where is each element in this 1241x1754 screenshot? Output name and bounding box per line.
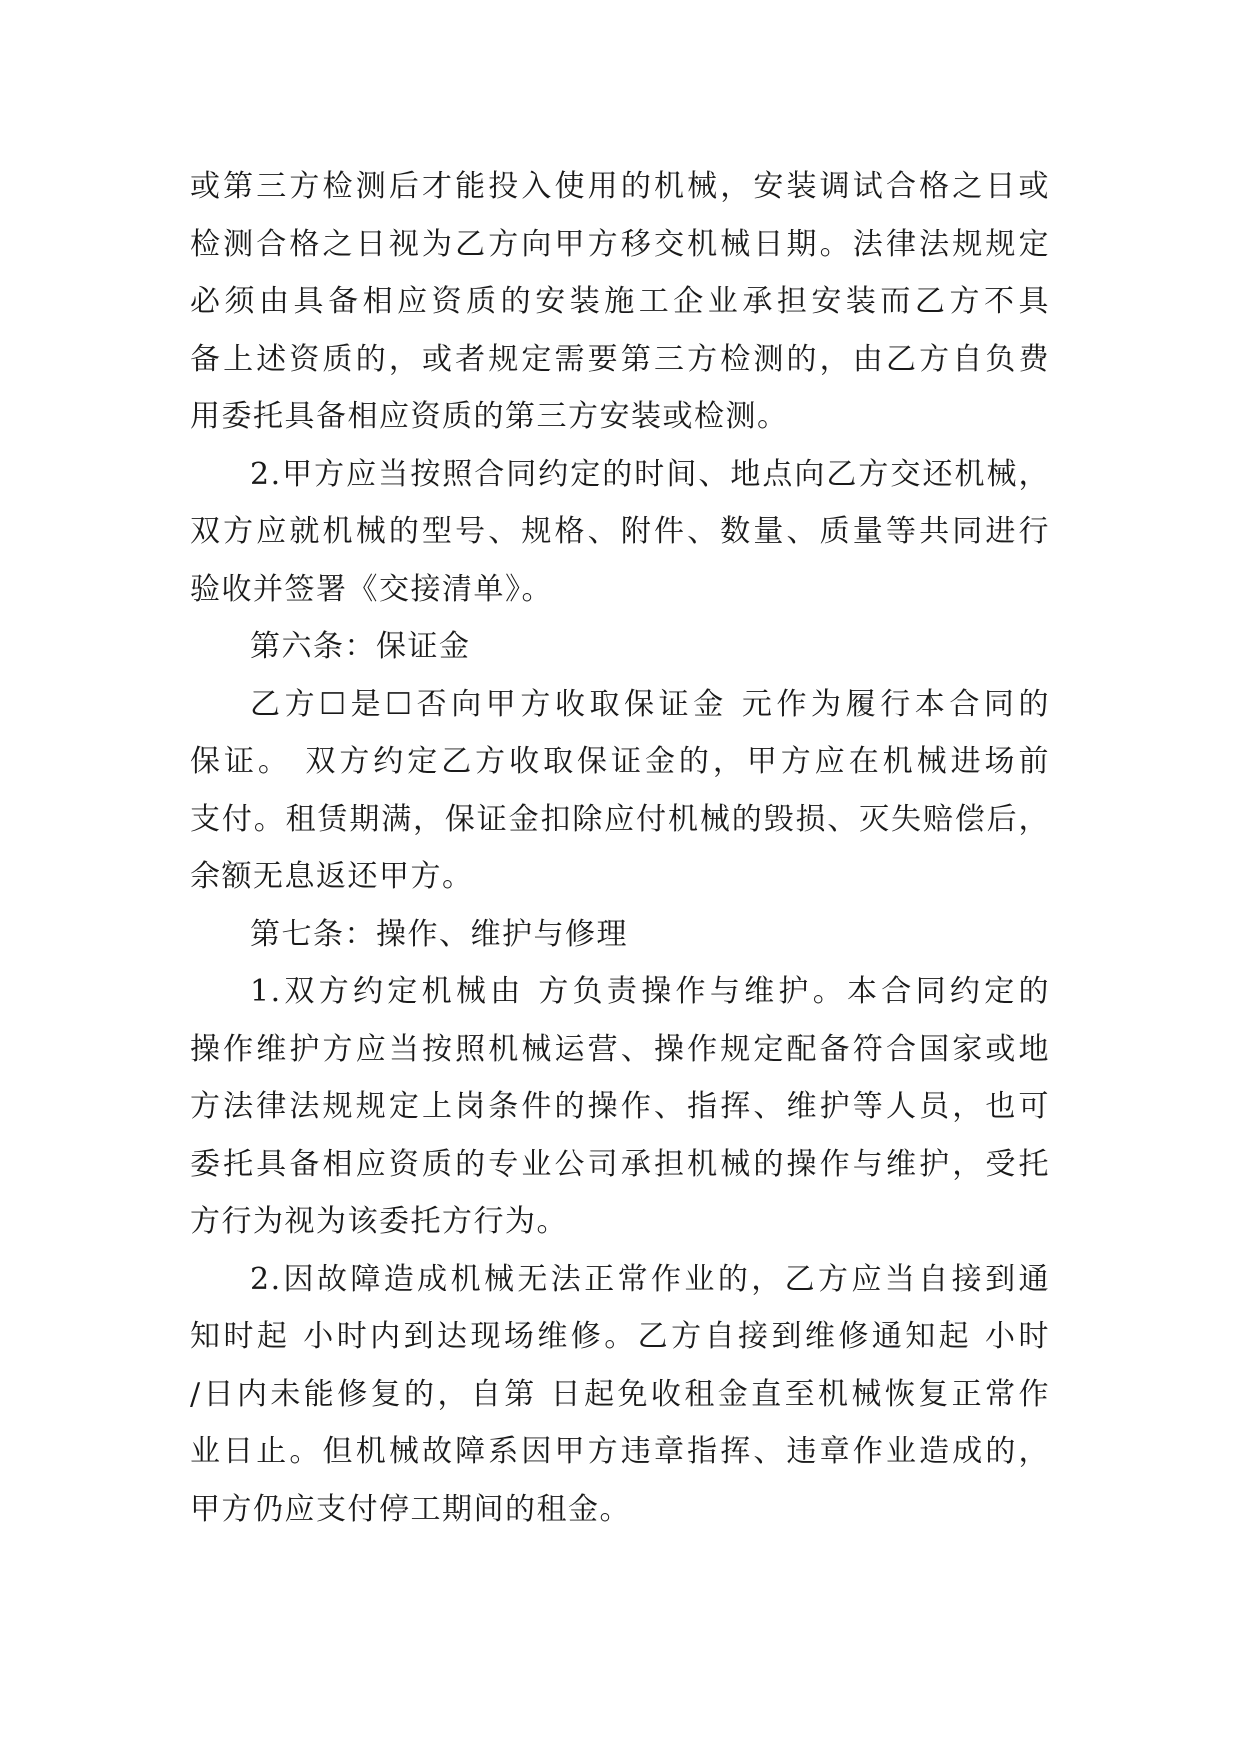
text-line: 业日止。但机械故障系因甲方违章指挥、违章作业造成的， (190, 1434, 1050, 1469)
text-line: 委托具备相应资质的专业公司承担机械的操作与维护，受托 (190, 1146, 1050, 1182)
text-line: 验收并签署《交接清单》。 (190, 571, 553, 607)
text-line: 方法律法规规定上岗条件的操作、指挥、维护等人员，也可 (190, 1089, 1050, 1124)
text-line: 知时起 小时内到达现场维修。乙方自接到维修通知起 小时 (190, 1319, 1050, 1354)
text-line: 甲方仍应支付停工期间的租金。 (190, 1491, 631, 1527)
paragraph-malfunction-repair (190, 1251, 1050, 1539)
text-line: 或第三方检测后才能投入使用的机械，安装调试合格之日或 (190, 169, 1050, 204)
text-line: 操作维护方应当按照机械运营、操作规定配备符合国家或地 (190, 1031, 1050, 1067)
text-line: 必须由具备相应资质的安装施工企业承担安装而乙方不具 (190, 284, 1050, 319)
text-line: 检测合格之日视为乙方向甲方移交机械日期。法律法规规定 (190, 226, 1050, 262)
section-heading-article-6: 第六条：保证金 (250, 629, 471, 664)
paragraph-machine-return (190, 446, 1050, 619)
text-line: 用委托具备相应资质的第三方安装或检测。 (190, 399, 789, 434)
text-line: 1.双方约定机械由 方负责操作与维护。本合同约定的 (250, 974, 1050, 1009)
paragraph-operation-maintenance (190, 963, 1050, 1251)
text-line: 支付。租赁期满，保证金扣除应付机械的毁损、灭失赔偿后， (190, 801, 1050, 837)
paragraph-machine-handover (190, 158, 1050, 446)
text-line: 余额无息返还甲方。 (190, 859, 474, 894)
text-line: 备上述资质的，或者规定需要第三方检测的，由乙方自负费 (190, 341, 1050, 377)
text-line: 2.因故障造成机械无法正常作业的，乙方应当自接到通 (250, 1261, 1050, 1297)
text-line: 乙方☐是☐否向甲方收取保证金 元作为履行本合同的 (250, 686, 1050, 722)
text-line: 2.甲方应当按照合同约定的时间、地点向乙方交还机械， (250, 456, 1050, 492)
text-line: 保证。 双方约定乙方收取保证金的，甲方应在机械进场前 (190, 744, 1050, 779)
text-line: /日内未能修复的，自第 日起免收租金直至机械恢复正常作 (190, 1376, 1050, 1412)
text-line: 双方应就机械的型号、规格、附件、数量、质量等共同进行 (190, 514, 1050, 549)
text-line: 方行为视为该委托方行为。 (190, 1204, 568, 1239)
paragraph-deposit (190, 676, 1050, 906)
section-heading-article-7: 第七条：操作、维护与修理 (250, 916, 628, 952)
document-body (190, 158, 1050, 1538)
